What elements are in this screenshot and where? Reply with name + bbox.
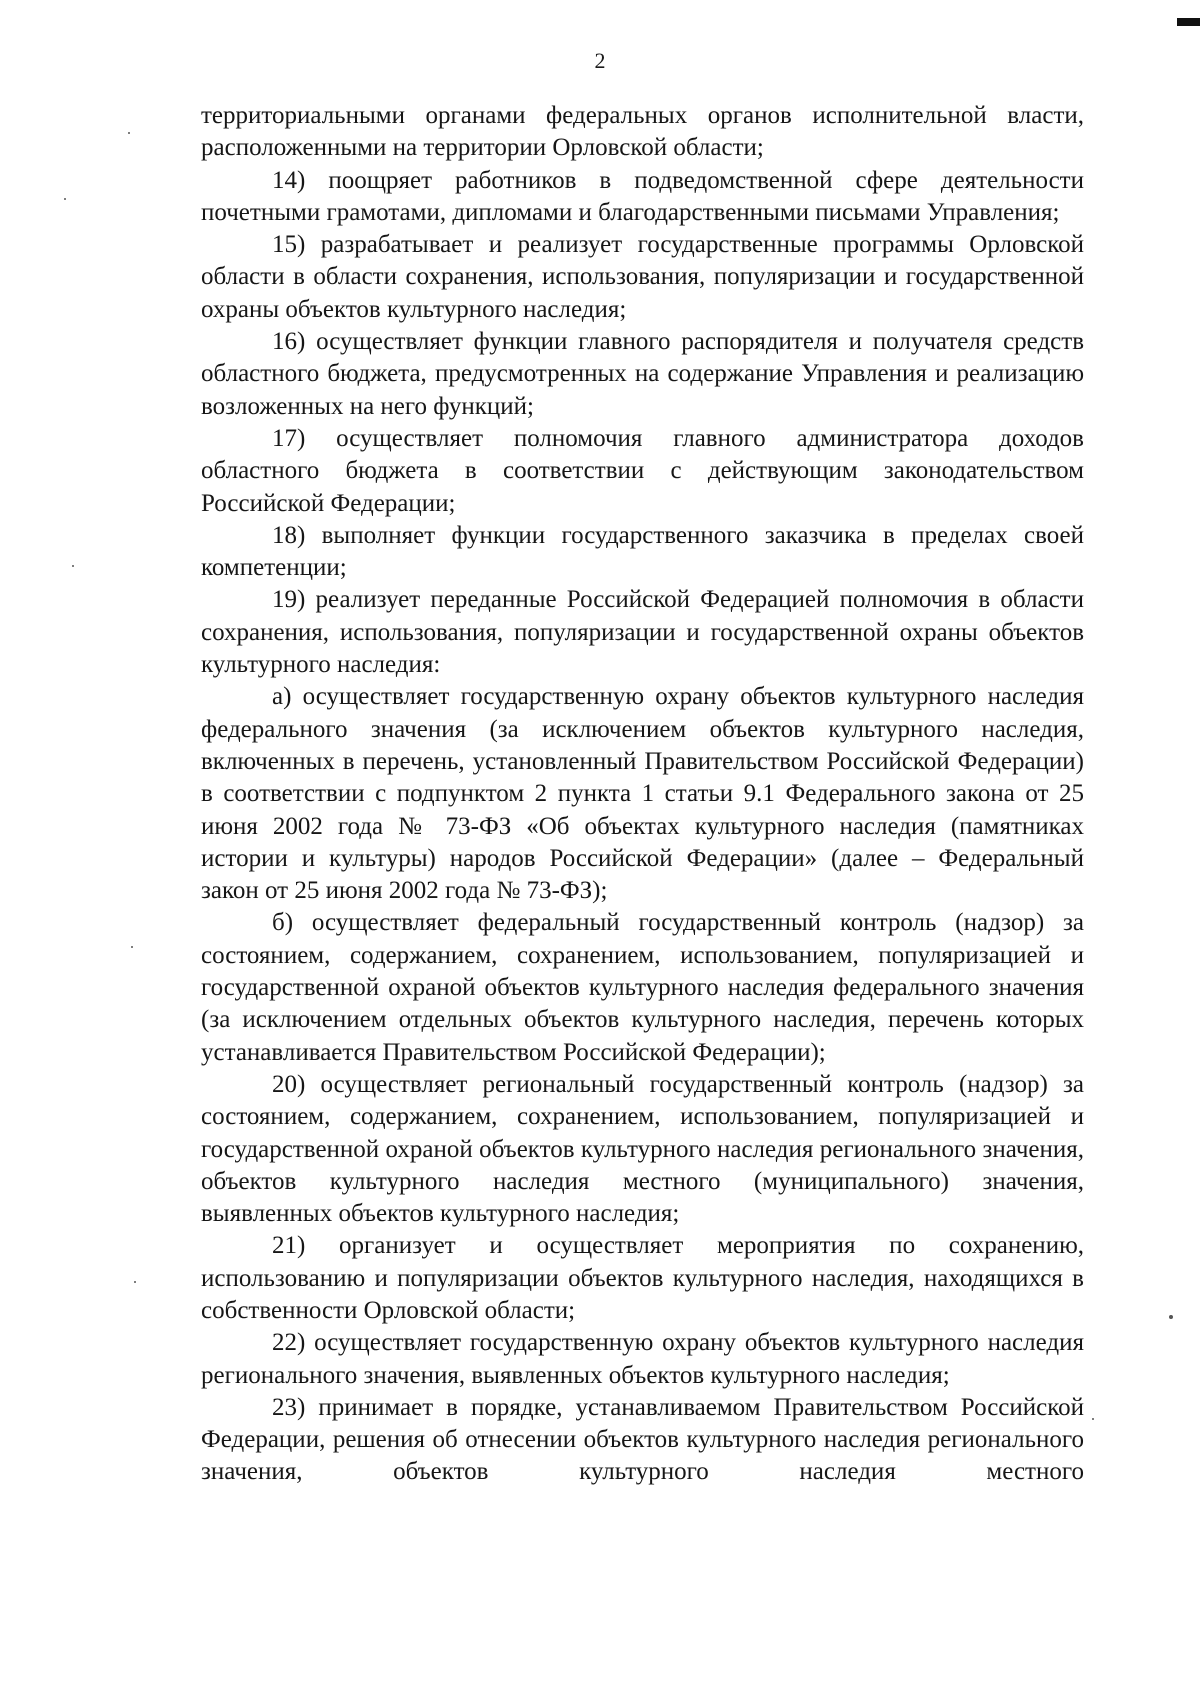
paragraph-item-18: 18) выполняет функции государственного заказчика в пределах своей компетенции;	[201, 521, 1084, 582]
paragraph-item-23: 23) принимает в порядке, устанавливаемом Правительством Российской Федерации, решения об отнесении объектов культурного наследия регионального значения, объектов культурного наследия местного	[201, 1393, 1084, 1486]
paragraph-item-19: 19) реализует переданные Российской Федерацией полномочия в области сохранения, использования, популяризации и государственной охраны объектов культурного наследия:	[201, 586, 1084, 679]
paragraph-item-22: 22) осуществляет государственную охрану объектов культурного наследия регионального значения, выявленных объектов культурного наследия;	[201, 1329, 1084, 1389]
scan-speck	[131, 946, 133, 948]
scan-speck	[1169, 1315, 1173, 1319]
paragraph-item-19b: б) осуществляет федеральный государственный контроль (надзор) за состоянием, содержанием, сохранением, использованием, популяризацией и государственной охраной объектов культурного наследия федерального значения (за исключением отдельных объектов культурного наследия, перечень которых устанавливается Правительством Российской Федерации);	[201, 909, 1084, 1066]
document-body	[201, 100, 1084, 1489]
paragraph-item-15: 15) разрабатывает и реализует государственные программы Орловской области в области сохранения, использования, популяризации и государственной охраны объектов культурного наследия;	[201, 231, 1084, 323]
scan-speck	[134, 1281, 136, 1283]
paragraph-item-14: 14) поощряет работников в подведомственной сфере деятельности почетными грамотами, дипломами и благодарственными письмами Управления;	[201, 166, 1084, 226]
scan-speck	[1092, 1418, 1094, 1420]
paragraph-item-20: 20) осуществляет региональный государственный контроль (надзор) за состоянием, содержанием, сохранением, использованием, популяризацией и государственной охраной объектов культурного наследия регионального значения, объектов культурного наследия местного (муниципального) значения, выявленных объектов культурного наследия;	[201, 1070, 1084, 1228]
paragraph-item-17: 17) осуществляет полномочия главного администратора доходов областного бюджета в соответствии с действующим законодательством Российской Федерации;	[201, 424, 1084, 517]
scan-speck	[64, 198, 66, 200]
paragraph-continuation: территориальными органами федеральных органов исполнительной власти, расположенными на территории Орловской области;	[201, 102, 1084, 162]
scan-edge-mark	[1177, 18, 1200, 26]
page-number: 2	[594, 48, 606, 73]
paragraph-item-16: 16) осуществляет функции главного распорядителя и получателя средств областного бюджета, предусмотренных на содержание Управления и реализацию возложенных на него функций;	[201, 328, 1084, 420]
scan-speck	[128, 132, 130, 134]
scan-speck	[72, 565, 74, 567]
paragraph-item-21: 21) организует и осуществляет мероприятия по сохранению, использованию и популяризации объектов культурного наследия, находящихся в собственности Орловской области;	[201, 1232, 1084, 1324]
paragraph-item-19a: а) осуществляет государственную охрану объектов культурного наследия федерального значения (за исключением объектов культурного наследия, включенных в перечень, установленный Правительством Российской Федерации) в соответствии с подпунктом 2 пункта 1 статьи 9.1 Федерального закона от 25 июня 2002 года № 73-ФЗ «Об объектах культурного наследия (памятниках истории и культуры) народов Российской Федерации» (далее – Федеральный закон от 25 июня 2002 года № 73-ФЗ);	[201, 683, 1084, 905]
